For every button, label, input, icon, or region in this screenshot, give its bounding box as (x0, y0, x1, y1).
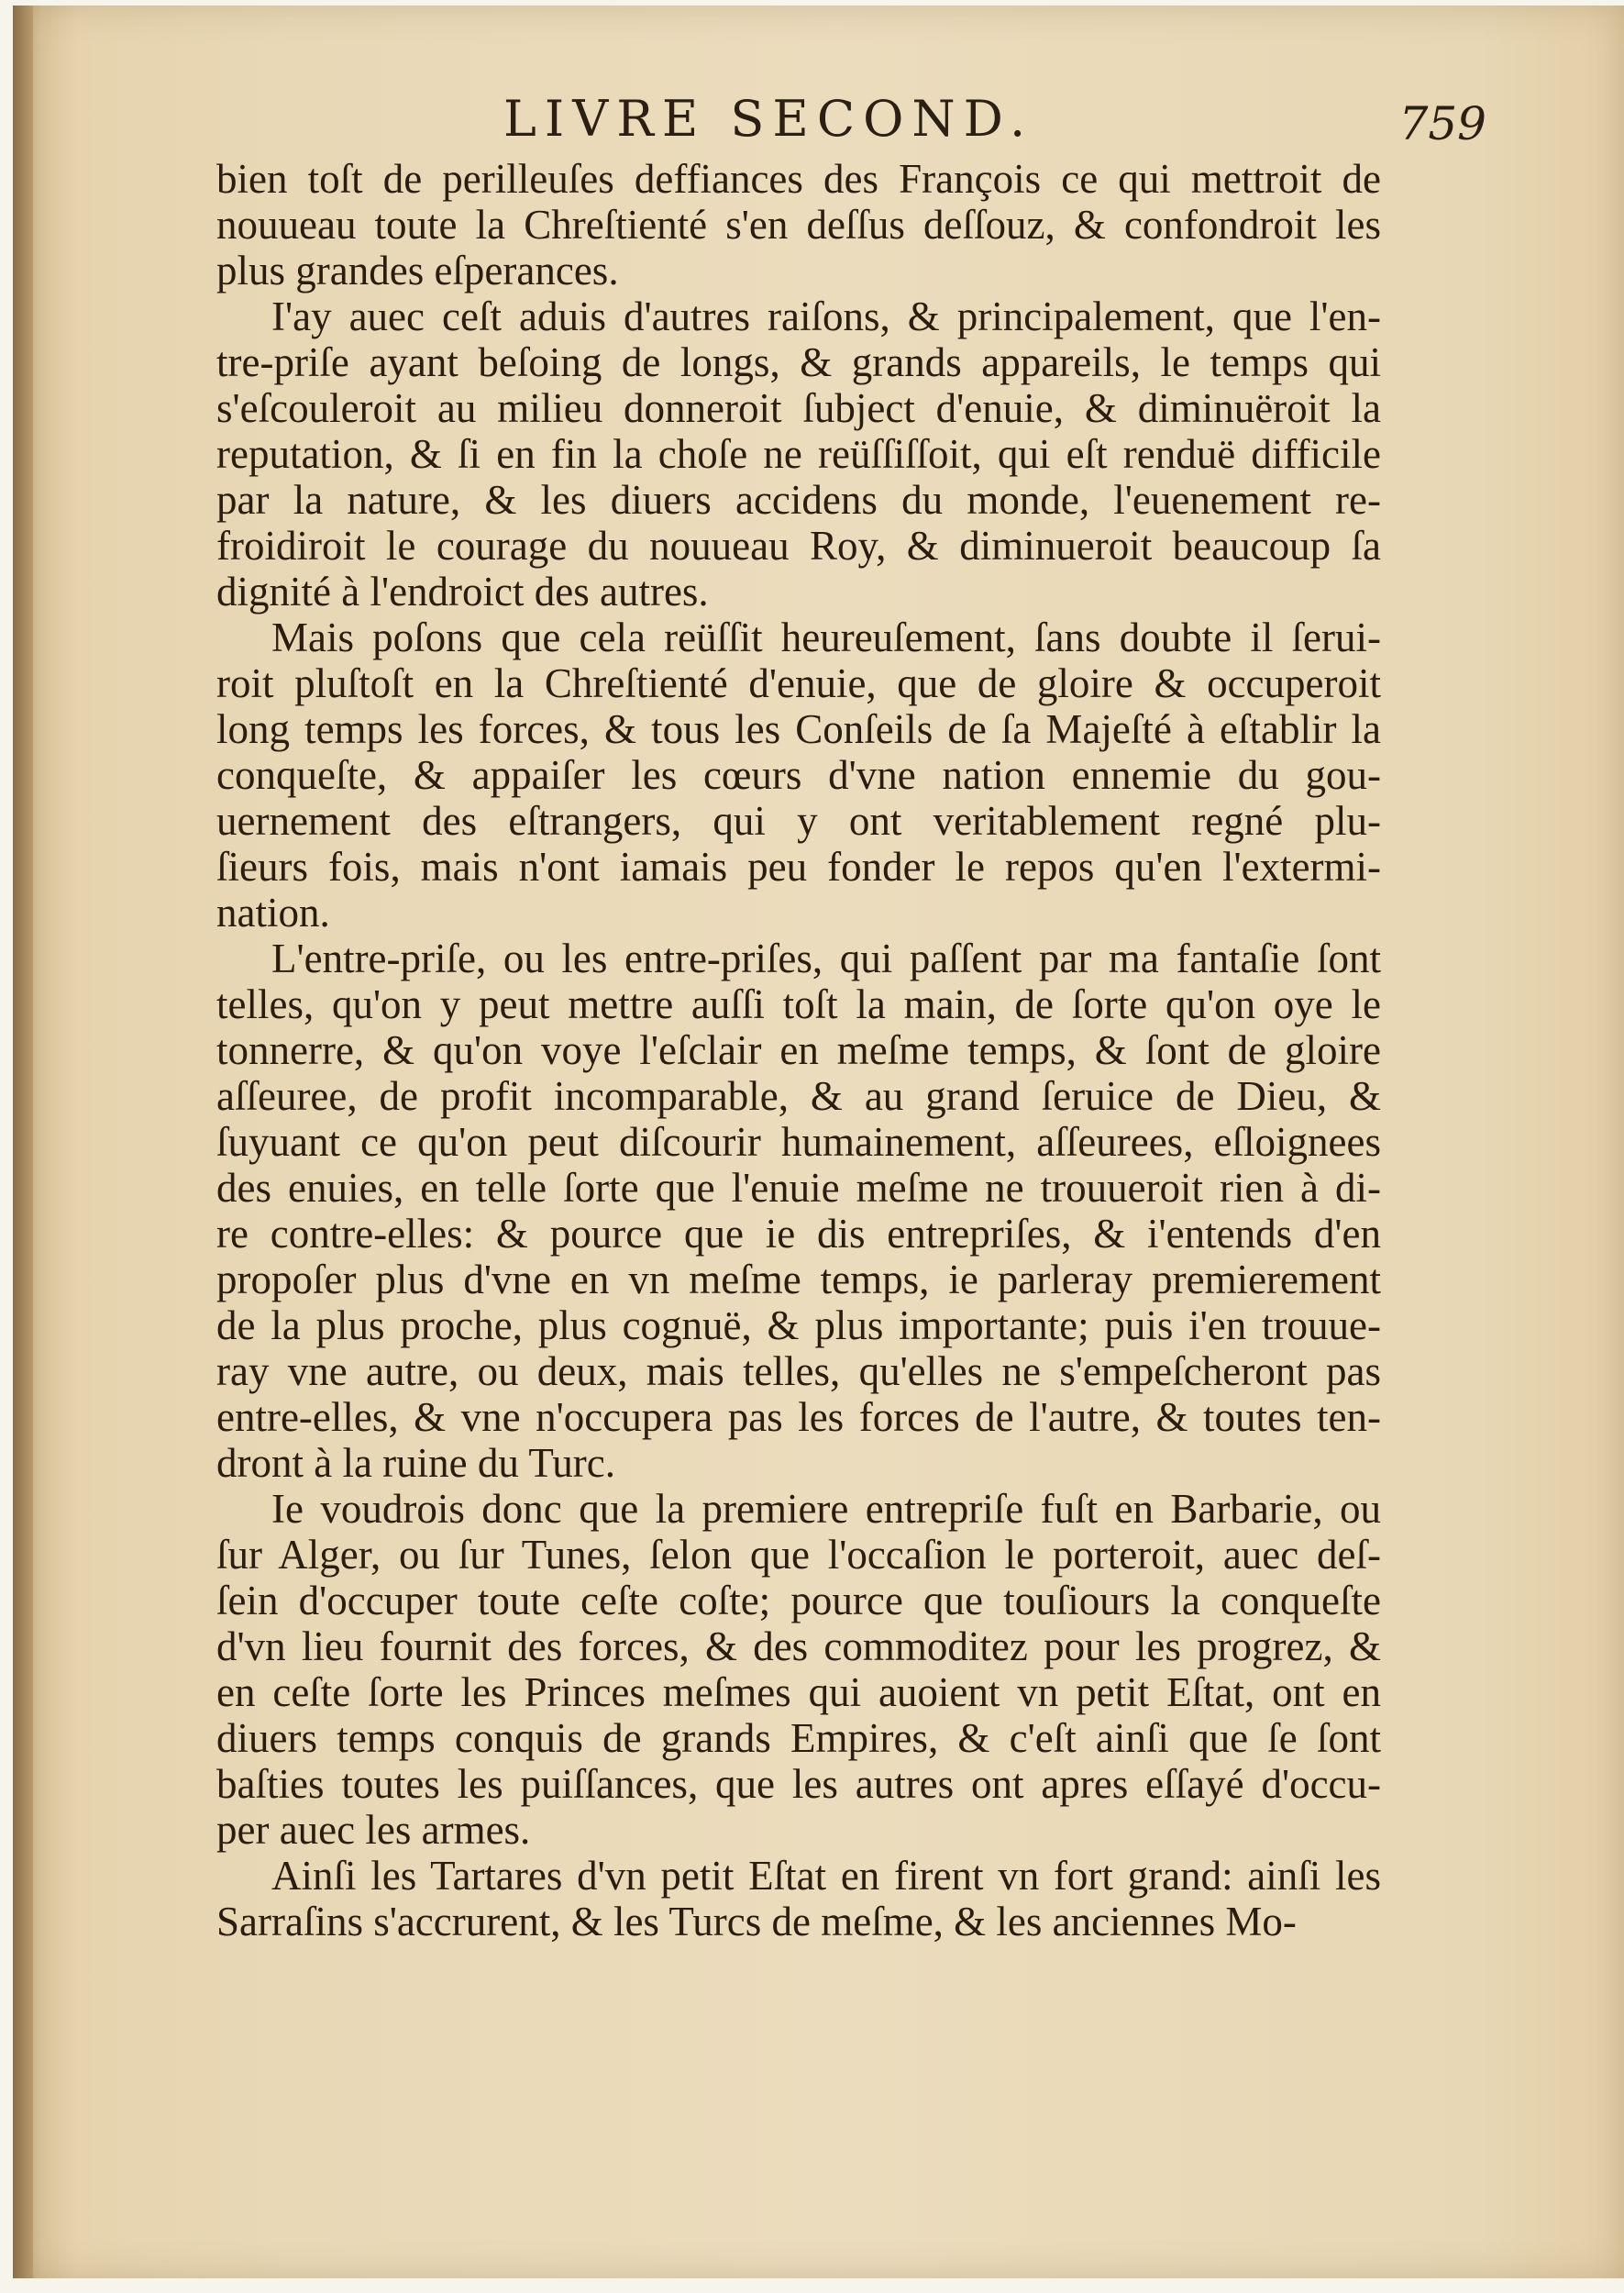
running-head (233, 90, 1486, 163)
text-line: nouueau toute la Chreſtienté s'en deſſus deſſouz, & confondroit les (216, 202, 1381, 248)
paragraph (216, 936, 1381, 1486)
text-line: ray vne autre, ou deux, mais telles, qu'elles ne s'empeſcheront pas (216, 1348, 1381, 1394)
paragraph (216, 1486, 1381, 1853)
text-line: baſties toutes les puiſſances, que les autres ont apres eſſayé d'occu- (216, 1761, 1381, 1807)
text-line: dignité à l'endroict des autres. (216, 569, 709, 615)
text-line: nation. (216, 890, 330, 936)
paragraph (216, 615, 1381, 936)
text-line: re contre-elles: & pource que ie dis entrepriſes, & i'entends d'en (216, 1211, 1381, 1257)
text-line: conqueſte, & appaiſer les cœurs d'vne nation ennemie du gou- (216, 752, 1381, 798)
text-line: de la plus proche, plus cognuë, & plus importante; puis i'en trouue- (216, 1302, 1381, 1348)
text-line: bien toſt de perilleuſes deffiances des François ce qui mettroit de (216, 156, 1381, 202)
text-line: diuers temps conquis de grands Empires, & c'eſt ainſi que ſe ſont (216, 1715, 1381, 1761)
text-line: s'eſcouleroit au milieu donneroit ſubject d'enuie, & diminuëroit la (216, 385, 1381, 431)
text-line: long temps les forces, & tous les Conſeils de ſa Majeſté à eſtablir la (216, 706, 1381, 752)
text-line: uernement des eſtrangers, qui y ont veritablement regné plu- (216, 798, 1381, 844)
text-line: tonnerre, & qu'on voye l'eſclair en meſme temps, & ſont de gloire (216, 1027, 1381, 1073)
page-gutter-shadow (13, 6, 33, 2278)
text-line: propoſer plus d'vne en vn meſme temps, ie parleray premierement (216, 1257, 1381, 1302)
text-line: reputation, & ſi en fin la choſe ne reüſſiſſoit, qui eſt renduë difficile (216, 431, 1381, 477)
text-line: roit pluſtoſt en la Chreſtienté d'enuie, que de gloire & occuperoit (216, 660, 1381, 706)
page-number: 759 (1398, 97, 1486, 150)
text-line: ſur Alger, ou ſur Tunes, ſelon que l'occaſion le porteroit, auec deſ- (216, 1532, 1381, 1578)
text-line: par la nature, & les diuers accidens du monde, l'euenement re- (216, 477, 1381, 523)
text-line: I'ay auec ceſt aduis d'autres raiſons, & principalement, que l'en- (271, 294, 1381, 339)
text-line: tre-priſe ayant beſoing de longs, & grands appareils, le temps qui (216, 339, 1381, 385)
text-line: d'vn lieu fournit des forces, & des commoditez pour les progrez, & (216, 1623, 1381, 1669)
text-line: Sarraſins s'accrurent, & les Turcs de meſme, & les anciennes Mo- (216, 1899, 1297, 1944)
text-line: plus grandes eſperances. (216, 248, 619, 294)
text-line: ſieurs fois, mais n'ont iamais peu fonder le repos qu'en l'extermi- (216, 844, 1381, 890)
running-head-title: LIVRE SECOND. (503, 90, 1034, 148)
text-line: dront à la ruine du Turc. (216, 1440, 615, 1486)
text-line: Mais poſons que cela reüſſit heureuſement, ſans doubte il ſerui- (271, 615, 1381, 660)
text-line: Ie voudrois donc que la premiere entrepriſe fuſt en Barbarie, ou (271, 1486, 1381, 1532)
text-line: en ceſte ſorte les Princes meſmes qui auoient vn petit Eſtat, ont en (216, 1669, 1381, 1715)
body-text (216, 156, 1381, 1944)
text-line: Ainſi les Tartares d'vn petit Eſtat en firent vn fort grand: ainſi les (271, 1853, 1381, 1899)
paragraph (216, 156, 1381, 294)
paragraph (216, 1853, 1381, 1944)
text-line: per auec les armes. (216, 1807, 531, 1853)
text-line: L'entre-priſe, ou les entre-priſes, qui paſſent par ma fantaſie ſont (271, 936, 1381, 981)
paragraph (216, 294, 1381, 615)
text-line: ſein d'occuper toute ceſte coſte; pource que touſiours la conqueſte (216, 1578, 1381, 1623)
text-line: telles, qu'on y peut mettre auſſi toſt la main, de ſorte qu'on oye le (216, 981, 1381, 1027)
text-line: des enuies, en telle ſorte que l'enuie meſme ne trouueroit rien à di- (216, 1165, 1381, 1211)
text-line: froidiroit le courage du nouueau Roy, & diminueroit beaucoup ſa (216, 523, 1381, 569)
text-line: ſuyuant ce qu'on peut diſcourir humainement, aſſeurees, eſloignees (216, 1119, 1381, 1165)
text-line: aſſeuree, de profit incomparable, & au grand ſeruice de Dieu, & (216, 1073, 1381, 1119)
text-line: entre-elles, & vne n'occupera pas les forces de l'autre, & toutes ten- (216, 1394, 1381, 1440)
